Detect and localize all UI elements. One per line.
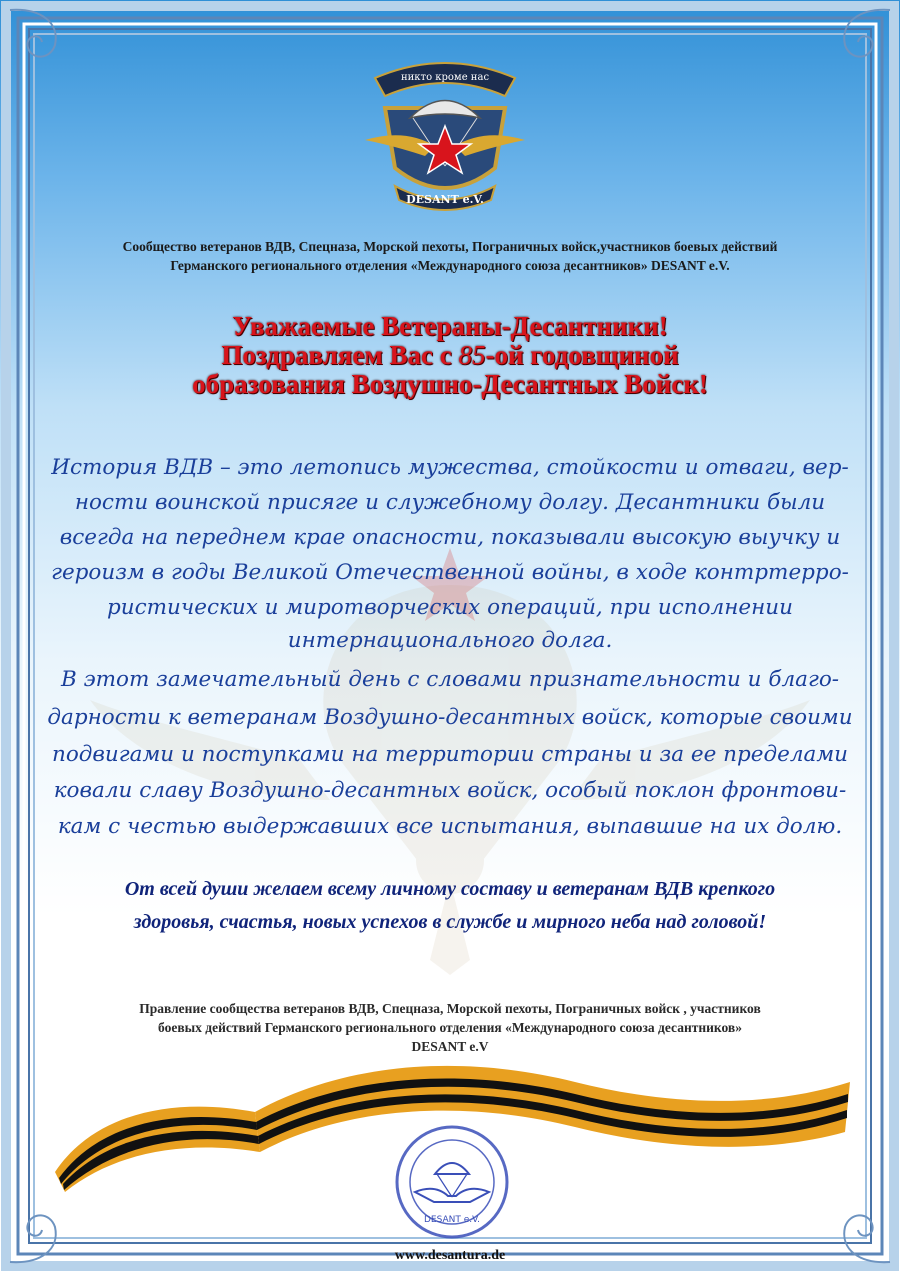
body-line: интернационального долга. <box>287 628 613 653</box>
signature-line-2: боевых действий Германского регионального отделения «Международного союза десантников» <box>158 1020 742 1035</box>
headline-suffix: -ой годовщиной <box>485 340 679 370</box>
organization-line-2: Германского регионального отделения «Международного союза десантников» DESANT e.V. <box>170 258 730 273</box>
anniversary-number: 85 <box>458 340 486 370</box>
signature-line-3: DESANT e.V <box>411 1039 489 1054</box>
body-line: ристических и миротворческих операций, при исполнении <box>107 595 793 620</box>
body-line: дарности к ветеранам Воздушно-десантных войск, которые своими <box>47 705 853 730</box>
organization-line-1: Сообщество ветеранов ВДВ, Спецназа, Морской пехоты, Пограничных войск,участников боевых действий <box>122 239 778 254</box>
stamp-text: DESANT e.V. <box>424 1215 480 1225</box>
organization-stamp <box>390 1122 515 1242</box>
body-line: кам с честью выдержавших все испытания, выпавшие на их долю. <box>57 814 843 839</box>
wish-line-1: От всей души желаем всему личному составу и ветеранам ВДВ крепкого <box>124 878 776 900</box>
body-line: В этот замечательный день с словами признательности и благо- <box>60 667 840 692</box>
body-line: всегда на переднем крае опасности, показывали высокую выучку и <box>59 525 841 550</box>
body-line: ковали славу Воздушно-десантных войск, особый поклон фронтови- <box>53 778 847 803</box>
emblem-motto: никто кроме нас <box>400 72 490 83</box>
body-line: подвигами и поступками на территории страны и за ее пределами <box>52 742 848 767</box>
headline-line-2 <box>100 341 800 370</box>
desant-emblem <box>355 48 535 218</box>
headline-line-3: образования Воздушно-Десантных Войск! <box>192 369 708 399</box>
wish-line-2: здоровья, счастья, новых успехов в службе и мирного неба над головой! <box>133 911 767 933</box>
website-link[interactable]: www.desantura.de <box>394 1248 506 1263</box>
headline-line-1: Уважаемые Ветераны-Десантники! <box>232 311 668 341</box>
body-line: История ВДВ – это летопись мужества, стойкости и отваги, вер- <box>51 455 849 480</box>
body-line: героизм в годы Великой Отечественной войны, в ходе контртерро- <box>51 560 849 585</box>
signature-line-1: Правление сообщества ветеранов ВДВ, Спецназа, Морской пехоты, Пограничных войск , участников <box>139 1001 761 1016</box>
headline-prefix: Поздравляем Вас с <box>221 340 459 370</box>
body-line: ности воинской присяге и служебному долгу. Десантники были <box>74 490 826 515</box>
emblem-banner: DESANT e.V. <box>406 193 484 206</box>
